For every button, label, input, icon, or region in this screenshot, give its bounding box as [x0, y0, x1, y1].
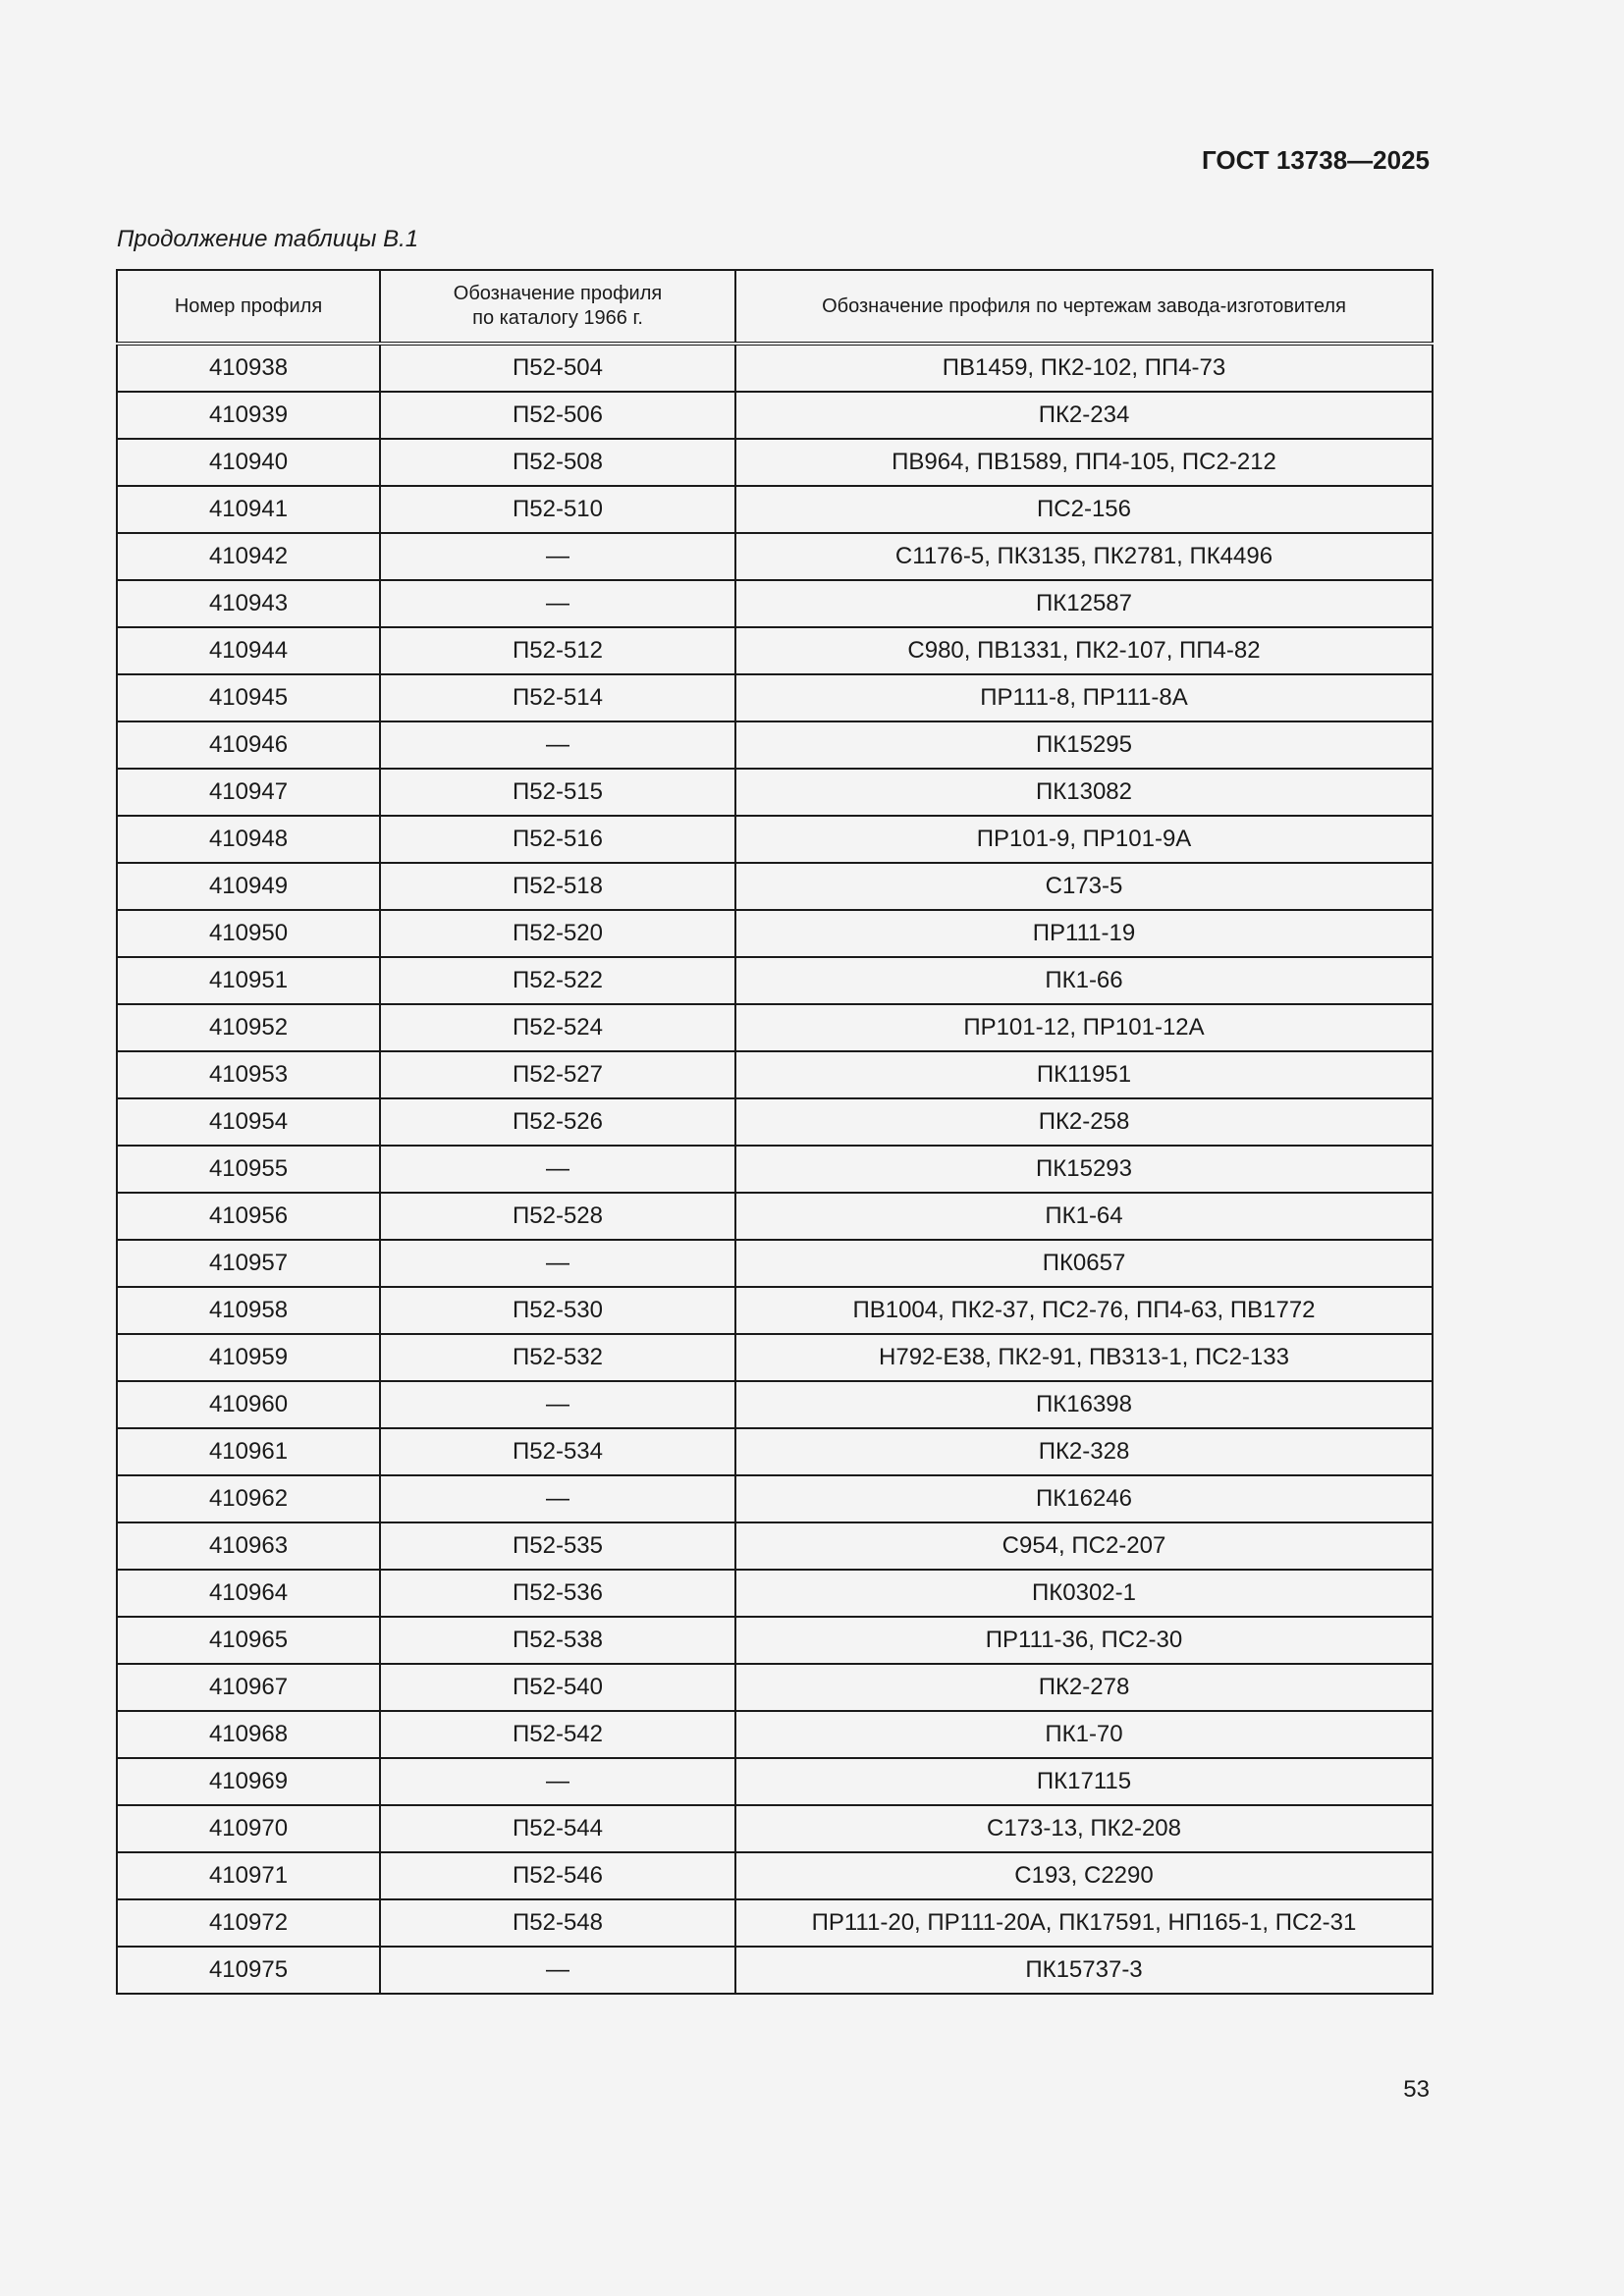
table-row [117, 439, 1433, 486]
cell-catalog-designation: П52-526 [380, 1098, 735, 1146]
table-row [117, 1428, 1433, 1475]
cell-catalog-designation: — [380, 1146, 735, 1193]
cell-catalog-designation: — [380, 1758, 735, 1805]
cell-profile-number: 410941 [117, 486, 380, 533]
cell-factory-designation: С173-5 [735, 863, 1433, 910]
cell-profile-number: 410953 [117, 1051, 380, 1098]
table-row [117, 1240, 1433, 1287]
cell-factory-designation: ПР111-8, ПР111-8А [735, 674, 1433, 721]
table-row [117, 1805, 1433, 1852]
cell-catalog-designation: П52-518 [380, 863, 735, 910]
cell-catalog-designation: П52-510 [380, 486, 735, 533]
table-row [117, 1570, 1433, 1617]
cell-profile-number: 410959 [117, 1334, 380, 1381]
cell-factory-designation: С193, С2290 [735, 1852, 1433, 1899]
cell-factory-designation: ПР101-9, ПР101-9А [735, 816, 1433, 863]
cell-profile-number: 410968 [117, 1711, 380, 1758]
header-text-line: Обозначение профиля [453, 283, 663, 304]
cell-factory-designation: ПР111-20, ПР111-20А, ПК17591, НП165-1, ПС2-31 [735, 1899, 1433, 1947]
cell-catalog-designation: — [380, 533, 735, 580]
cell-catalog-designation: П52-528 [380, 1193, 735, 1240]
table-row [117, 1475, 1433, 1522]
cell-factory-designation: ПК16398 [735, 1381, 1433, 1428]
table-row [117, 344, 1433, 392]
cell-factory-designation: ПК15737-3 [735, 1947, 1433, 1994]
cell-factory-designation: ПК12587 [735, 580, 1433, 627]
cell-profile-number: 410962 [117, 1475, 380, 1522]
cell-factory-designation: Н792-Е38, ПК2-91, ПВ313-1, ПС2-133 [735, 1334, 1433, 1381]
cell-factory-designation: ПК2-258 [735, 1098, 1433, 1146]
table-row [117, 1852, 1433, 1899]
cell-catalog-designation: П52-516 [380, 816, 735, 863]
cell-catalog-designation: — [380, 1240, 735, 1287]
cell-profile-number: 410949 [117, 863, 380, 910]
cell-catalog-designation: — [380, 721, 735, 769]
cell-profile-number: 410954 [117, 1098, 380, 1146]
cell-profile-number: 410956 [117, 1193, 380, 1240]
table-row [117, 674, 1433, 721]
table-row [117, 1947, 1433, 1994]
cell-factory-designation: ПК1-70 [735, 1711, 1433, 1758]
cell-factory-designation: ПР111-36, ПС2-30 [735, 1617, 1433, 1664]
cell-catalog-designation: П52-520 [380, 910, 735, 957]
cell-profile-number: 410957 [117, 1240, 380, 1287]
cell-factory-designation: ПК17115 [735, 1758, 1433, 1805]
cell-factory-designation: ПВ964, ПВ1589, ПП4-105, ПС2-212 [735, 439, 1433, 486]
table-row [117, 392, 1433, 439]
cell-factory-designation: С1176-5, ПК3135, ПК2781, ПК4496 [735, 533, 1433, 580]
cell-catalog-designation: П52-532 [380, 1334, 735, 1381]
page-number: 53 [1403, 2076, 1430, 2103]
table-row [117, 1098, 1433, 1146]
cell-catalog-designation: П52-527 [380, 1051, 735, 1098]
cell-profile-number: 410955 [117, 1146, 380, 1193]
cell-profile-number: 410945 [117, 674, 380, 721]
cell-profile-number: 410946 [117, 721, 380, 769]
cell-factory-designation: ПК11951 [735, 1051, 1433, 1098]
table-row [117, 1899, 1433, 1947]
table-row [117, 1617, 1433, 1664]
cell-catalog-designation: П52-535 [380, 1522, 735, 1570]
cell-catalog-designation: П52-542 [380, 1711, 735, 1758]
cell-profile-number: 410948 [117, 816, 380, 863]
cell-factory-designation: ПК13082 [735, 769, 1433, 816]
document-code: ГОСТ 13738—2025 [1202, 145, 1430, 175]
cell-factory-designation: ПР111-19 [735, 910, 1433, 957]
header-catalog-1966 [380, 270, 735, 344]
cell-factory-designation: ПК16246 [735, 1475, 1433, 1522]
table-row [117, 721, 1433, 769]
header-factory-drawing [735, 270, 1433, 344]
cell-catalog-designation: П52-515 [380, 769, 735, 816]
header-row [117, 270, 1433, 344]
cell-catalog-designation: — [380, 1475, 735, 1522]
cell-factory-designation: ПК2-278 [735, 1664, 1433, 1711]
cell-catalog-designation: П52-540 [380, 1664, 735, 1711]
table-row [117, 957, 1433, 1004]
table-row [117, 1004, 1433, 1051]
table-row [117, 910, 1433, 957]
cell-catalog-designation: — [380, 580, 735, 627]
cell-profile-number: 410964 [117, 1570, 380, 1617]
cell-factory-designation: С173-13, ПК2-208 [735, 1805, 1433, 1852]
table-header [117, 270, 1433, 344]
cell-catalog-designation: П52-506 [380, 392, 735, 439]
cell-profile-number: 410960 [117, 1381, 380, 1428]
cell-profile-number: 410963 [117, 1522, 380, 1570]
cell-factory-designation: ПК0657 [735, 1240, 1433, 1287]
table-row [117, 1711, 1433, 1758]
table-row [117, 1051, 1433, 1098]
table-row [117, 1193, 1433, 1240]
cell-profile-number: 410975 [117, 1947, 380, 1994]
cell-factory-designation: ПК1-64 [735, 1193, 1433, 1240]
cell-catalog-designation: П52-546 [380, 1852, 735, 1899]
cell-profile-number: 410944 [117, 627, 380, 674]
table-row [117, 1381, 1433, 1428]
table-row [117, 533, 1433, 580]
cell-factory-designation: ПК0302-1 [735, 1570, 1433, 1617]
cell-profile-number: 410938 [117, 344, 380, 392]
cell-profile-number: 410952 [117, 1004, 380, 1051]
profile-table [116, 269, 1434, 1995]
table-row [117, 769, 1433, 816]
table-row [117, 1334, 1433, 1381]
cell-profile-number: 410942 [117, 533, 380, 580]
header-text-line: Номер профиля [174, 294, 323, 317]
cell-catalog-designation: — [380, 1947, 735, 1994]
table-row [117, 1664, 1433, 1711]
cell-catalog-designation: П52-548 [380, 1899, 735, 1947]
cell-catalog-designation: П52-544 [380, 1805, 735, 1852]
cell-catalog-designation: П52-534 [380, 1428, 735, 1475]
cell-factory-designation: ПВ1459, ПК2-102, ПП4-73 [735, 344, 1433, 392]
cell-profile-number: 410970 [117, 1805, 380, 1852]
cell-profile-number: 410965 [117, 1617, 380, 1664]
cell-catalog-designation: П52-514 [380, 674, 735, 721]
cell-factory-designation: ПК2-234 [735, 392, 1433, 439]
cell-profile-number: 410947 [117, 769, 380, 816]
cell-factory-designation: С954, ПС2-207 [735, 1522, 1433, 1570]
cell-factory-designation: ПК15293 [735, 1146, 1433, 1193]
cell-catalog-designation: П52-538 [380, 1617, 735, 1664]
table-body [117, 344, 1433, 1994]
cell-factory-designation: ПС2-156 [735, 486, 1433, 533]
header-profile-number [117, 270, 380, 344]
cell-profile-number: 410969 [117, 1758, 380, 1805]
table-caption: Продолжение таблицы В.1 [117, 226, 419, 252]
cell-catalog-designation: П52-524 [380, 1004, 735, 1051]
cell-profile-number: 410939 [117, 392, 380, 439]
cell-profile-number: 410958 [117, 1287, 380, 1334]
cell-profile-number: 410972 [117, 1899, 380, 1947]
cell-profile-number: 410940 [117, 439, 380, 486]
cell-factory-designation: ПК2-328 [735, 1428, 1433, 1475]
table-row [117, 1522, 1433, 1570]
cell-catalog-designation: П52-522 [380, 957, 735, 1004]
cell-factory-designation: ПК1-66 [735, 957, 1433, 1004]
cell-profile-number: 410967 [117, 1664, 380, 1711]
table-row [117, 486, 1433, 533]
cell-catalog-designation: П52-530 [380, 1287, 735, 1334]
cell-profile-number: 410943 [117, 580, 380, 627]
header-text-line: по каталогу 1966 г. [472, 307, 643, 329]
table-row [117, 816, 1433, 863]
cell-factory-designation: ПК15295 [735, 721, 1433, 769]
header-text-line: Обозначение профиля по чертежам завода-изготовителя [822, 294, 1346, 317]
cell-factory-designation: С980, ПВ1331, ПК2-107, ПП4-82 [735, 627, 1433, 674]
cell-catalog-designation: П52-512 [380, 627, 735, 674]
table-row [117, 580, 1433, 627]
table-row [117, 1287, 1433, 1334]
cell-catalog-designation: П52-504 [380, 344, 735, 392]
table-row [117, 863, 1433, 910]
cell-catalog-designation: П52-536 [380, 1570, 735, 1617]
table-row [117, 1146, 1433, 1193]
cell-profile-number: 410961 [117, 1428, 380, 1475]
table-row [117, 1758, 1433, 1805]
cell-catalog-designation: — [380, 1381, 735, 1428]
cell-catalog-designation: П52-508 [380, 439, 735, 486]
cell-profile-number: 410950 [117, 910, 380, 957]
cell-factory-designation: ПВ1004, ПК2-37, ПС2-76, ПП4-63, ПВ1772 [735, 1287, 1433, 1334]
cell-profile-number: 410951 [117, 957, 380, 1004]
cell-profile-number: 410971 [117, 1852, 380, 1899]
cell-factory-designation: ПР101-12, ПР101-12А [735, 1004, 1433, 1051]
table-row [117, 627, 1433, 674]
